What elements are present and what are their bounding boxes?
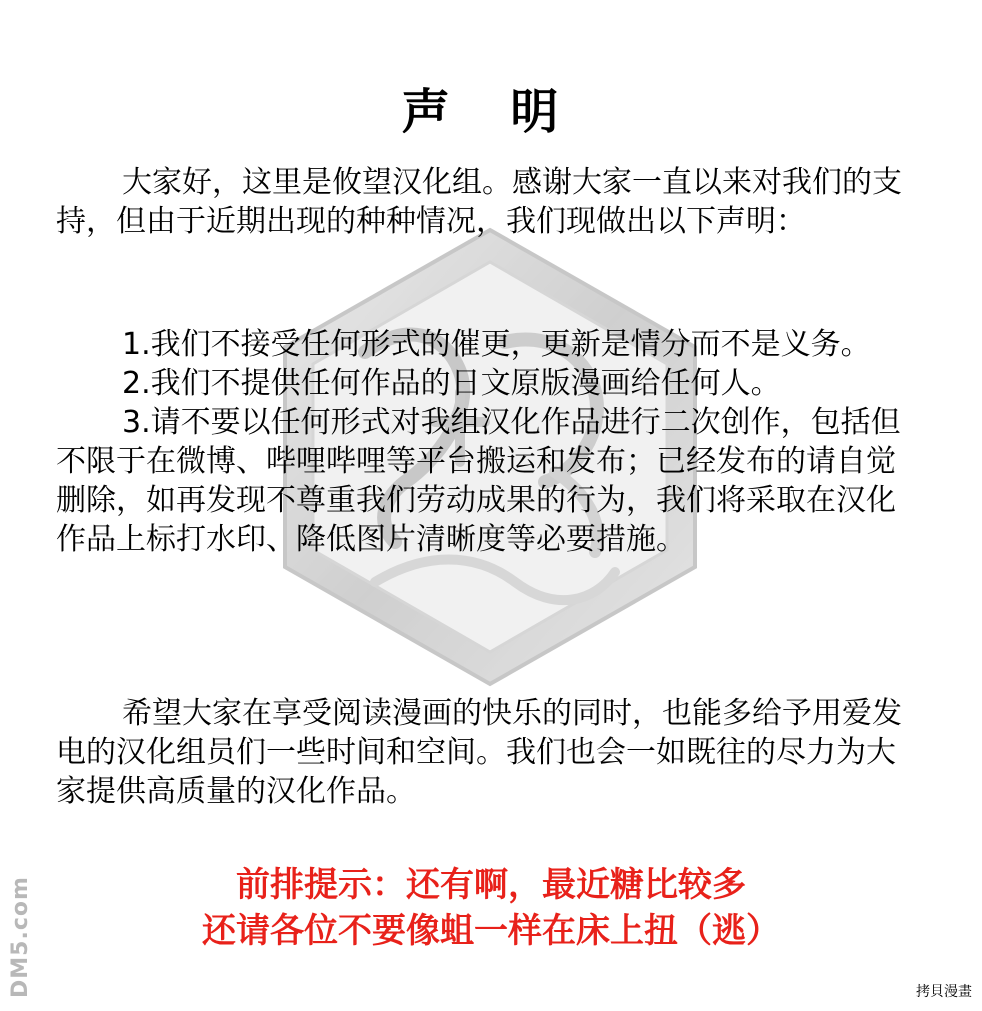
statement-item-3: 3.请不要以任何形式对我组汉化作品进行二次创作，包括但不限于在微博、哔哩哔哩等平台搬运和发布；已经发布的请自觉删除，如再发现不尊重我们劳动成果的行为，我们将采取在汉化作品上标打水印、降低图片清晰度等必要措施。 <box>56 405 901 557</box>
intro-text: 大家好，这里是攸望汉化组。感谢大家一直以来对我们的支持，但由于近期出现的种种情况，我们现做出以下声明： <box>56 165 902 239</box>
corner-credit: 拷貝漫畫 <box>916 984 972 1000</box>
notice-line-2: 还请各位不要像蛆一样在床上扭（逃） <box>202 911 780 951</box>
statement-list <box>56 325 924 559</box>
site-logo-watermark: DM5.com <box>8 876 33 998</box>
red-notice <box>0 862 982 954</box>
closing-paragraph <box>56 694 924 811</box>
closing-text: 希望大家在享受阅读漫画的快乐的同时，也能多给予用爱发电的汉化组员们一些时间和空间。我们也会一如既往的尽力为大家提供高质量的汉化作品。 <box>56 696 902 809</box>
notice-line-1: 前排提示：还有啊，最近糖比较多 <box>236 865 746 905</box>
page-title: 声 明 <box>401 84 581 140</box>
intro-paragraph <box>56 163 924 241</box>
statement-item-1: 1.我们不接受任何形式的催更，更新是情分而不是义务。 <box>122 327 871 362</box>
statement-item-2: 2.我们不提供任何作品的日文原版漫画给任何人。 <box>122 366 781 401</box>
